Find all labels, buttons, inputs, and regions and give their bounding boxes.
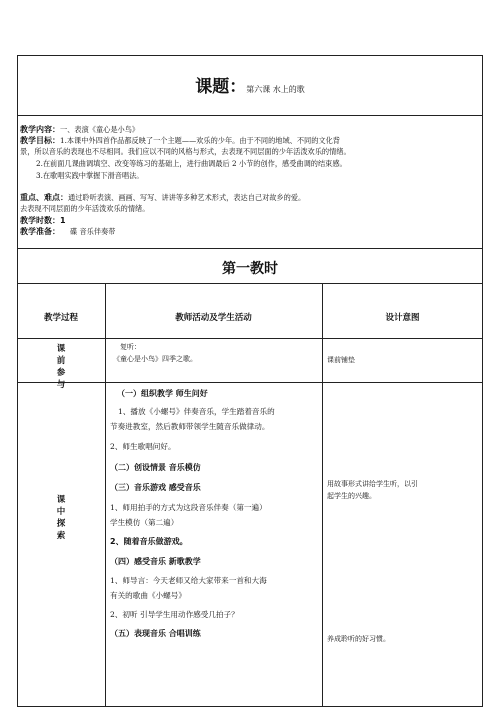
- para-3b: 学生模仿（第二遍）: [110, 518, 179, 527]
- content-label: 教学内容：: [20, 125, 60, 134]
- section-3: （三）音乐游戏 感受音乐: [110, 483, 201, 492]
- stage-label-in: 课 中 探 索: [56, 495, 66, 541]
- column-header-process: 教学过程: [43, 313, 78, 323]
- divider: [17, 338, 483, 339]
- para-5b: 有关的歌曲《小螺号》: [110, 591, 186, 600]
- row2-intent-1b: 起学生的兴趣。: [327, 492, 376, 500]
- hours-label: 教学时数：: [20, 216, 60, 225]
- column-header-activities: 教师活动及学生活动: [175, 313, 252, 323]
- column-divider: [322, 283, 323, 707]
- para-1a: 1、播放《小螺号》伴奏音乐，学生踏着音乐的: [118, 407, 275, 416]
- goals-line2: 景，所以音乐的表现也不尽相同。我们应以不同的风格与形式，去表现不同层面的少年活泼欢乐的情绪。: [20, 147, 351, 156]
- row1-song: 《童心是小鸟》四季之歌。: [113, 355, 197, 363]
- divider: [17, 382, 483, 383]
- goals-label: 教学目标：: [20, 136, 60, 145]
- lesson-heading: 第一教时: [222, 261, 278, 277]
- prep-label: 教学准备：: [20, 227, 60, 236]
- divider: [17, 115, 483, 116]
- lesson-title: 课题：第六课 水上的歌: [195, 77, 305, 97]
- divider: [17, 283, 483, 284]
- row1-intent: 课前铺垫: [327, 356, 355, 364]
- column-header-intent: 设计意图: [385, 313, 420, 323]
- para-4: 2、随着音乐做游戏。: [110, 537, 188, 546]
- hours-value: 1: [60, 216, 66, 225]
- hours-row: [20, 215, 66, 226]
- row2-intent-1a: 用故事形式讲给学生听，以引: [327, 480, 418, 488]
- para-6: 2、初听 引导学生用动作感受几拍子？: [110, 610, 239, 619]
- key-label: 重点、难点：: [20, 193, 68, 202]
- key-row: [20, 192, 305, 203]
- divider: [17, 248, 483, 249]
- key-line1: 通过聆听表演、画画、写写、讲讲等多种艺术形式，表达自己对故乡的爱。: [68, 193, 306, 202]
- stage-label-pre: 课 前 参 与: [56, 344, 66, 390]
- para-5a: 1、师导言：今天老师又给大家带来一首和大海: [110, 576, 267, 585]
- section-4: （四）感受音乐 新歌教学: [110, 557, 201, 566]
- goals-line4: 3.在歌唱实践中掌握下滑音唱法。: [36, 171, 144, 180]
- key-line2: 去表现不同层面的少年活泼欢乐的情绪。: [20, 204, 150, 213]
- section-1: （一）组织教学 师生问好: [117, 389, 208, 398]
- section-5: （五）表现音乐 合唱训练: [110, 629, 201, 638]
- prep-value: 碟 音乐伴奏带: [70, 227, 116, 236]
- row2-intent-2: 养成聆听的好习惯。: [327, 635, 390, 643]
- goals-row: [20, 135, 340, 146]
- goals-line3: 2.在前面几课曲调填空、改变等练习的基础上，进行曲调最后 2 小节的创作，感受曲调的结束感。: [36, 159, 347, 168]
- para-1b: 节奏进教室，然后教师带领学生随音乐做律动。: [110, 422, 270, 431]
- row1-review: 复听：: [120, 343, 141, 351]
- prep-row: [20, 226, 115, 237]
- para-2: 2、师生歌唱问好。: [110, 442, 176, 451]
- para-3a: 1、师用拍手的方式为这段音乐伴奏（第一遍）: [110, 503, 267, 512]
- column-divider: [105, 283, 106, 707]
- content-row: [20, 124, 139, 135]
- section-2: （二）创设情景 音乐模仿: [110, 463, 201, 472]
- content-value: 一、表演《童心是小鸟》: [60, 125, 140, 134]
- goals-line1: 1.本课中外四首作品都反映了一个主题——欢乐的少年。由于不同的地域、不同的文化背: [60, 136, 340, 145]
